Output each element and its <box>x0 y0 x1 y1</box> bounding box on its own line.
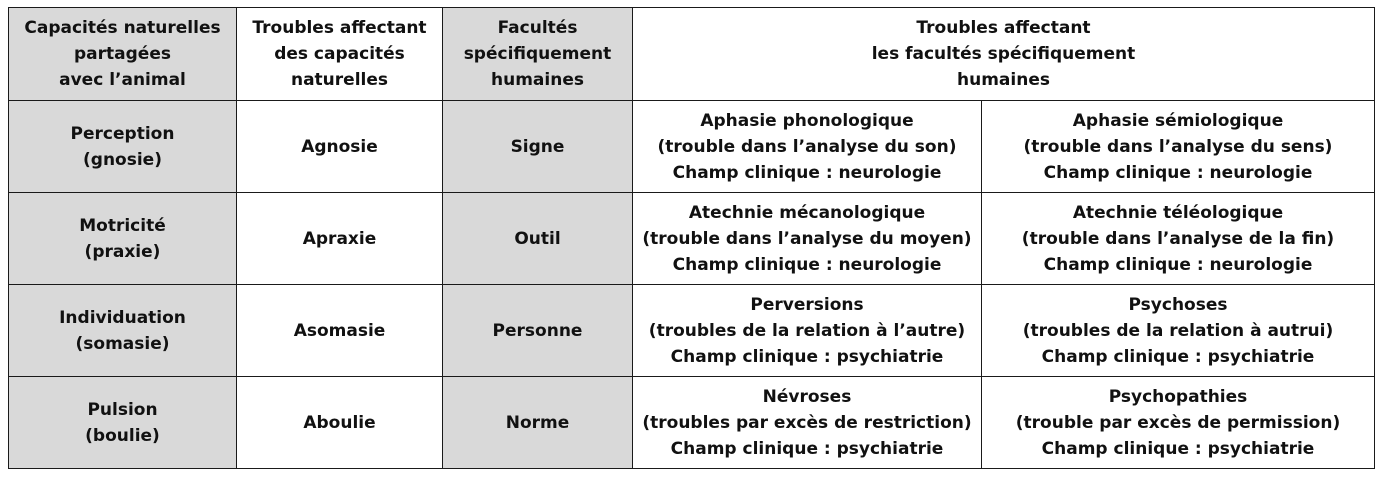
faculty-cell: Norme <box>443 377 633 469</box>
trouble-cell: Aboulie <box>237 377 443 469</box>
human-trouble-left-cell: Névroses (troubles par excès de restriction) Champ clinique : psychiatrie <box>633 377 982 469</box>
trouble-cell: Agnosie <box>237 101 443 193</box>
table-row <box>9 285 1375 377</box>
header-row <box>9 8 1375 101</box>
faculties-table <box>8 7 1375 469</box>
faculty-cell: Signe <box>443 101 633 193</box>
capacity-cell: Motricité (praxie) <box>9 193 237 285</box>
trouble-cell: Apraxie <box>237 193 443 285</box>
trouble-cell: Asomasie <box>237 285 443 377</box>
capacity-cell: Individuation (somasie) <box>9 285 237 377</box>
header-capacities: Capacités naturelles partagées avec l’animal <box>9 8 237 101</box>
header-natural-troubles: Troubles affectant des capacités naturelles <box>237 8 443 101</box>
header-human-faculties: Facultés spécifiquement humaines <box>443 8 633 101</box>
table-row <box>9 193 1375 285</box>
human-trouble-left-cell: Atechnie mécanologique (trouble dans l’analyse du moyen) Champ clinique : neurologie <box>633 193 982 285</box>
human-trouble-right-cell: Psychopathies (trouble par excès de permission) Champ clinique : psychiatrie <box>982 377 1375 469</box>
human-trouble-right-cell: Aphasie sémiologique (trouble dans l’analyse du sens) Champ clinique : neurologie <box>982 101 1375 193</box>
table-row <box>9 377 1375 469</box>
capacity-cell: Pulsion (boulie) <box>9 377 237 469</box>
human-trouble-right-cell: Atechnie téléologique (trouble dans l’analyse de la fin) Champ clinique : neurologie <box>982 193 1375 285</box>
human-trouble-right-cell: Psychoses (troubles de la relation à autrui) Champ clinique : psychiatrie <box>982 285 1375 377</box>
faculty-cell: Outil <box>443 193 633 285</box>
table-row <box>9 101 1375 193</box>
human-trouble-left-cell: Perversions (troubles de la relation à l’autre) Champ clinique : psychiatrie <box>633 285 982 377</box>
human-trouble-left-cell: Aphasie phonologique (trouble dans l’analyse du son) Champ clinique : neurologie <box>633 101 982 193</box>
capacity-cell: Perception (gnosie) <box>9 101 237 193</box>
faculty-cell: Personne <box>443 285 633 377</box>
header-human-troubles: Troubles affectant les facultés spécifiquement humaines <box>633 8 1375 101</box>
